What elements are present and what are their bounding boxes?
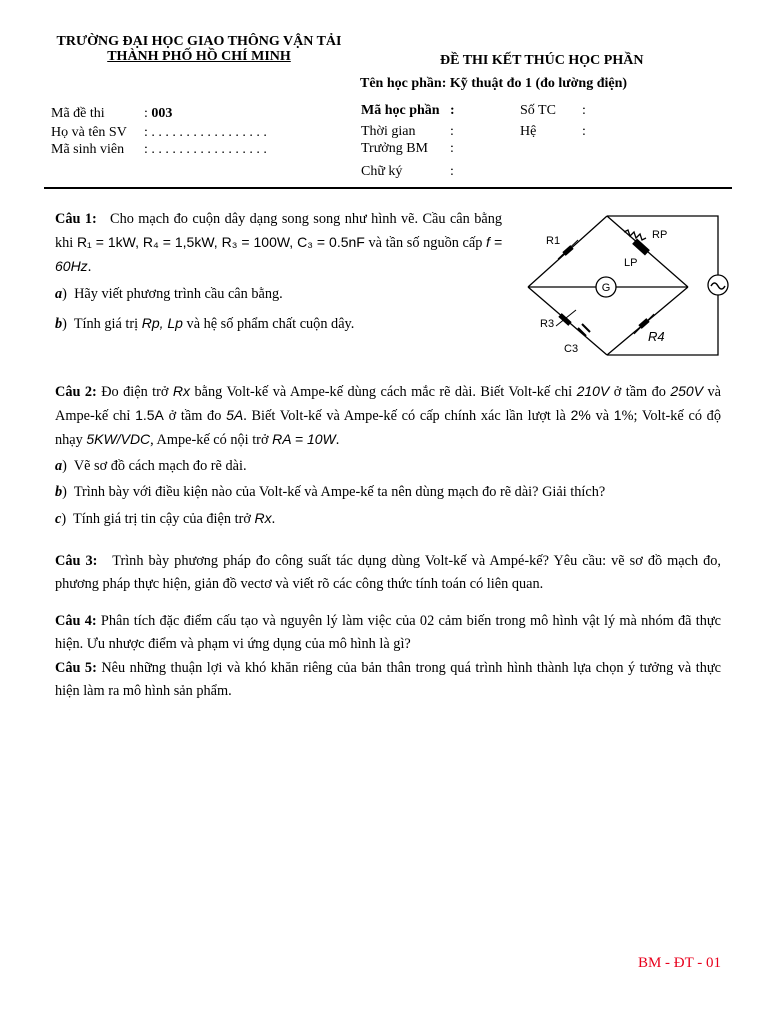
subject-value: : Kỹ thuật đo 1 (đo lường điện) bbox=[441, 76, 628, 91]
q2-a-text: Vẽ sơ đồ cách mạch đo rẽ dài. bbox=[73, 458, 247, 474]
q2-text5: ở tầm đo bbox=[168, 408, 222, 424]
q2-v1: 210V bbox=[576, 383, 610, 399]
school-line-2: THÀNH PHỐ HỒ CHÍ MINH bbox=[107, 49, 291, 64]
chu-ky-label: Chữ ký bbox=[361, 164, 403, 179]
chu-ky-colon: : bbox=[450, 164, 454, 179]
so-tc-label: Số TC bbox=[520, 103, 556, 118]
q2-text4: và Ampe-kế chỉ bbox=[55, 384, 721, 424]
q2-a-label: a bbox=[55, 458, 63, 474]
q1-a-label: a bbox=[55, 286, 63, 302]
lp-coil bbox=[633, 239, 649, 254]
q1-b-text-pre: Tính giá trị bbox=[73, 316, 139, 332]
q2-text8: %; Volt-kế có độ nhạy bbox=[55, 408, 721, 448]
ho-ten-label: Họ và tên SV bbox=[51, 125, 127, 140]
exam-title: ĐỀ THI KẾT THÚC HỌC PHẦN bbox=[440, 53, 644, 68]
q1-part-b: b) Tính giá trị Rp, Lp và hệ số phẩm chất cuộn dây. bbox=[55, 315, 355, 332]
question-1 bbox=[55, 208, 502, 336]
label-r4: R4 bbox=[648, 329, 665, 344]
so-tc-colon: : bbox=[582, 103, 586, 118]
q1-a-text: Hãy viết phương trình cầu cân bằng. bbox=[74, 286, 283, 302]
q1-text-a: Cho mạch đo cuộn dây dạng song song như hình vẽ. Cầu cân bằng khi bbox=[55, 211, 502, 251]
label-g: G bbox=[601, 282, 611, 294]
truong-bm-colon: : bbox=[450, 141, 454, 156]
q2-c-rx: Rx bbox=[254, 510, 272, 526]
ma-sv-label: Mã sinh viên bbox=[51, 142, 125, 157]
q2-part-b: b) Trình bày với điều kiện nào của Volt-kế và Ampe-kế ta nên dùng mạch đo rẽ dài? Giải thích? bbox=[55, 484, 606, 500]
q2-label: Câu 2: bbox=[55, 384, 97, 400]
q2-text2: bằng Volt-kế và Ampe-kế dùng cách mắc rẽ dài. Biết Volt-kế chỉ bbox=[194, 384, 573, 400]
q2-part-c: c) Tính giá trị tin cậy của điện trở Rx. bbox=[55, 510, 276, 527]
school-line-1: TRƯỜNG ĐẠI HỌC GIAO THÔNG VẬN TẢI bbox=[56, 34, 342, 49]
q2-text3: ở tầm đo bbox=[613, 384, 666, 400]
subject-line bbox=[360, 76, 627, 92]
r1-body bbox=[564, 247, 572, 254]
ma-de-value: : 003 bbox=[144, 106, 173, 121]
he-colon: : bbox=[582, 124, 586, 139]
label-lp: LP bbox=[624, 257, 638, 269]
q2-a1: 1.5A bbox=[135, 407, 164, 423]
label-r1: R1 bbox=[546, 235, 561, 247]
q1-text-c: nguồn cấp bbox=[423, 235, 483, 251]
q1-frequency: f = 60Hz bbox=[55, 234, 503, 274]
thoi-gian-label: Thời gian bbox=[361, 124, 416, 139]
question-2 bbox=[55, 380, 721, 531]
r1-arrow bbox=[558, 240, 578, 259]
q2-a2: 5A bbox=[226, 407, 244, 423]
q4-text: Phân tích đặc điểm cấu tạo và nguyên lý làm việc của 02 cảm biến trong mô hình vật lý mà nhóm đã thực hiện. Ưu nhược điểm và phạm vi ứng dụng của mô hình là gì? bbox=[55, 613, 721, 652]
q2-text6: . Biết Volt-kế và Ampe-kế có cấp chính xác lần lượt là bbox=[243, 408, 566, 424]
he-label: Hệ bbox=[520, 124, 537, 139]
school-name bbox=[40, 34, 358, 64]
ma-hp-colon: : bbox=[450, 103, 455, 118]
q2-p2: 1 bbox=[613, 407, 622, 423]
q1-part-a: a) Hãy viết phương trình cầu cân bằng. bbox=[55, 286, 283, 302]
rp-zigzag bbox=[624, 230, 646, 240]
q2-c-text: Tính giá trị tin cậy của điện trở bbox=[73, 511, 251, 527]
q1-b-vars: Rp, Lp bbox=[141, 315, 183, 331]
header-divider bbox=[44, 187, 732, 189]
q2-text1: Đo điện trở bbox=[101, 384, 169, 400]
q2-c-label: c bbox=[55, 511, 62, 527]
question-4 bbox=[55, 610, 721, 656]
q2-sensitivity: 5KW/VDC bbox=[86, 431, 151, 447]
q1-label: Câu 1: bbox=[55, 211, 97, 227]
q2-text7: và bbox=[595, 408, 610, 424]
form-code: BM - ĐT - 01 bbox=[637, 955, 721, 971]
question-3 bbox=[55, 550, 721, 596]
question-5 bbox=[55, 657, 721, 703]
thoi-gian-colon: : bbox=[450, 124, 454, 139]
truong-bm-label: Trưởng BM bbox=[361, 141, 428, 156]
q5-text: Nêu những thuận lợi và khó khăn riêng của bản thân trong quá trình hình thành lựa chọn ý tưởng và thực hiện làm ra mô hình sản phẩm. bbox=[55, 660, 721, 699]
q2-paragraph: Câu 2: Đo điện trở Rx bằng Volt-kế và Ampe-kế dùng cách mắc rẽ dài. Biết Volt-kế chỉ 210V ở tầm đo 250V và Ampe-kế chỉ 1.5A ở tầm đo 5A. Biết Volt-kế và Ampe-kế có cấp chính xác lần lượt là 2% và 1%; Volt-kế có độ nhạy 5KW/VDC, Ampe-kế có nội trở RA = 10W. bbox=[55, 383, 721, 448]
q2-p1: 2% bbox=[570, 407, 591, 423]
q1-formula: R₁ = 1kW, R₄ = 1,5kW, R₃ = 100W, C₃ = 0.5nF bbox=[76, 234, 365, 250]
q5-label: Câu 5: bbox=[55, 660, 97, 676]
q2-ra: RA = 10W bbox=[272, 431, 336, 447]
q1-b-text-post: và hệ số phẩm chất cuộn dây. bbox=[186, 316, 355, 332]
ho-ten-dots: : . . . . . . . . . . . . . . . . . bbox=[144, 125, 267, 140]
q3-label: Câu 3: bbox=[55, 553, 98, 569]
q2-b-label: b bbox=[55, 484, 63, 500]
q2-rx: Rx bbox=[172, 383, 191, 399]
ma-de-label: Mã đề thi bbox=[51, 106, 105, 121]
q1-text-b: và tần số bbox=[368, 235, 420, 251]
ma-hp-label: Mã học phần bbox=[361, 103, 440, 118]
q2-part-a: a) Vẽ sơ đồ cách mạch đo rẽ dài. bbox=[55, 458, 247, 474]
label-r3: R3 bbox=[540, 318, 555, 330]
q3-text: Trình bày phương pháp đo công suất tác dụng dùng Volt-kế và Ampé-kế? Yêu cầu: vẽ sơ đồ mạch đo, phương pháp thực hiện, giản đồ vectơ và viết rõ các công thức tính toán có liên quan. bbox=[55, 553, 722, 592]
subject-label: Tên học phần bbox=[360, 76, 442, 91]
q1-paragraph: Câu 1: Cho mạch đo cuộn dây dạng song song như hình vẽ. Cầu cân bằng khi R₁ = 1kW, R₄ = 1,5kW, R₃ = 100W, C₃ = 0.5nF và tần số nguồn cấp f = 60Hz. bbox=[55, 211, 503, 275]
ma-sv-dots: : . . . . . . . . . . . . . . . . . bbox=[144, 142, 267, 157]
ma-de-number: 003 bbox=[151, 106, 173, 121]
bridge-circuit-diagram bbox=[520, 210, 735, 362]
q4-label: Câu 4: bbox=[55, 613, 97, 629]
q2-b-text: Trình bày với điều kiện nào của Volt-kế và Ampe-kế ta nên dùng mạch đo rẽ dài? Giải thích? bbox=[73, 484, 606, 500]
q1-b-label: b bbox=[55, 316, 63, 332]
label-rp: RP bbox=[652, 229, 668, 241]
label-c3: C3 bbox=[564, 343, 579, 355]
c3-plate-2 bbox=[582, 324, 590, 332]
c3-plate-1 bbox=[578, 328, 586, 336]
q2-text9: , Ampe-kế có nội trở bbox=[150, 432, 269, 448]
q2-v2: 250V bbox=[670, 383, 704, 399]
